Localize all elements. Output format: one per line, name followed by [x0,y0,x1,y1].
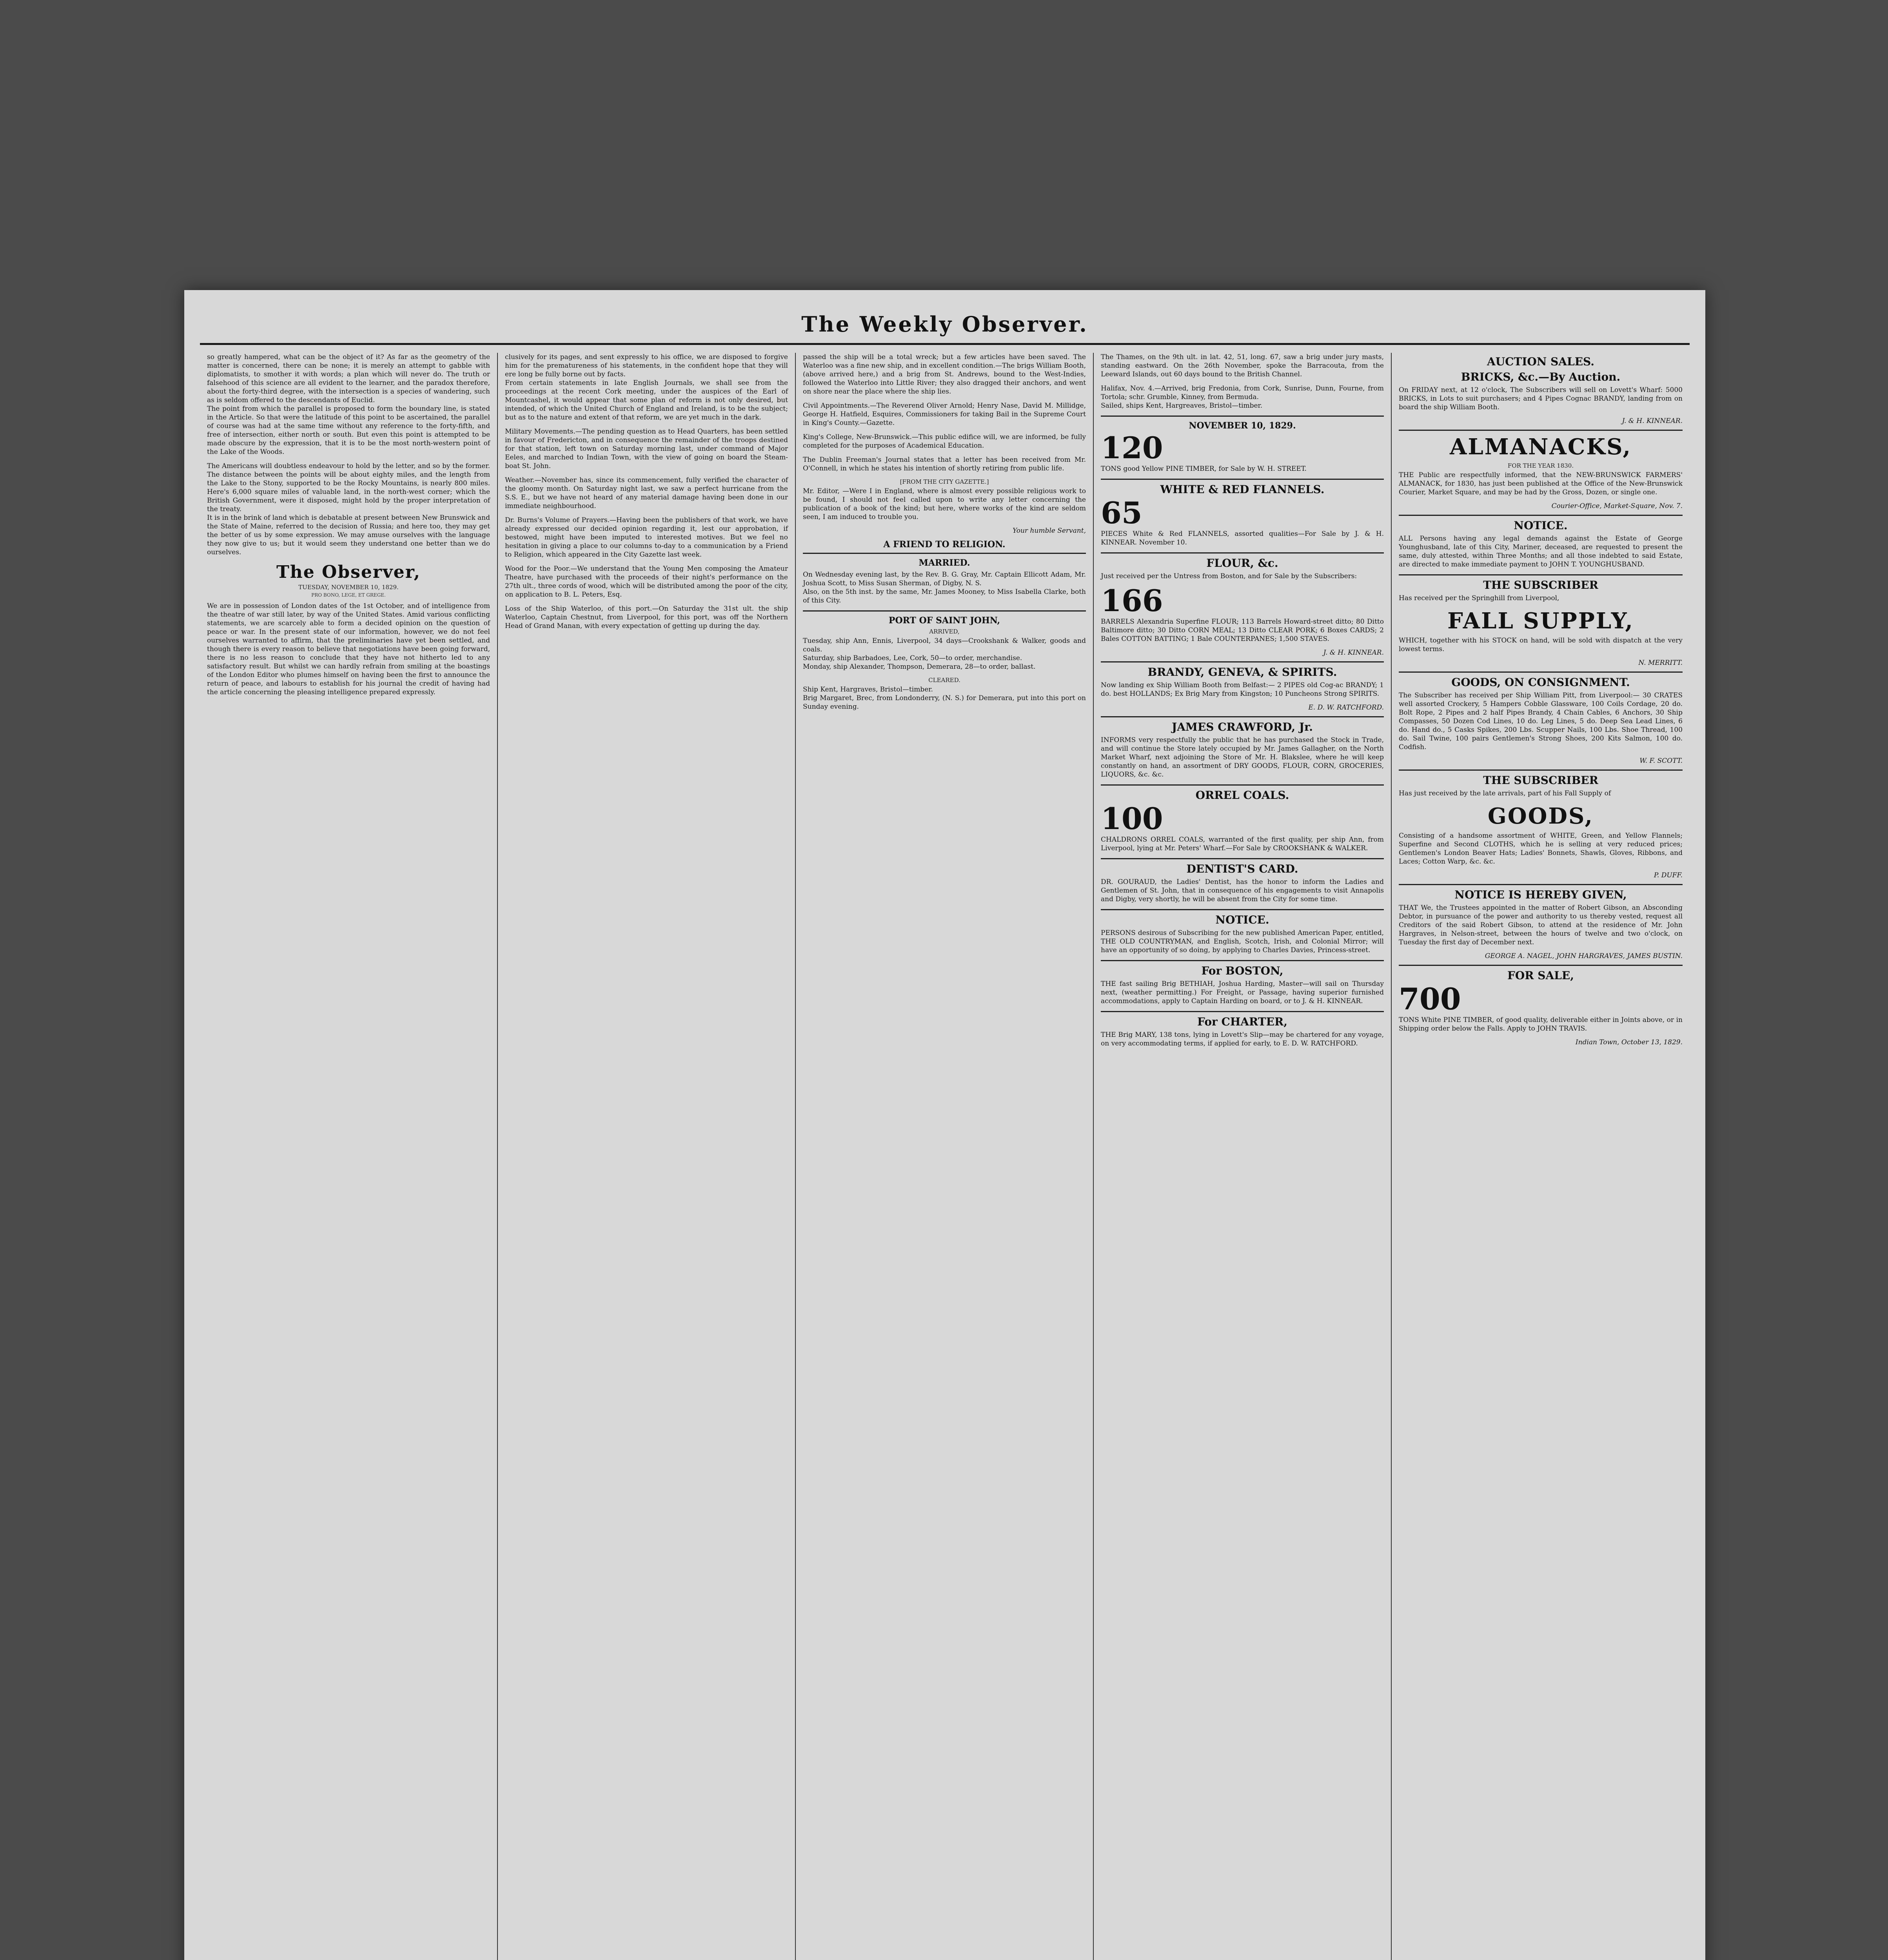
ad-title: NOTICE. [1514,519,1568,532]
source-note: [FROM THE CITY GAZETTE.] [900,478,989,485]
date-heading: NOVEMBER 10, 1829. [1189,421,1296,431]
divider [1399,965,1683,966]
ad-title: NOTICE. [1215,913,1269,926]
divider [803,553,1086,554]
ad-title: THE SUBSCRIBER [1483,579,1598,592]
ad-signature: J. & H. KINNEAR. [1622,417,1683,425]
ad-text: CHALDRONS ORREL COALS, warranted of the first quality, per ship Ann, from Liverpool, lying at Mr. Peters' Wharf.—For Sale by CROOKSHANK & WALKER. [1101,836,1386,852]
married-heading: MARRIED. [919,558,970,568]
ad-headline: GOODS, [1488,803,1594,829]
divider [1101,479,1384,480]
ad-number: 166 [1101,583,1163,618]
divider [1101,416,1384,417]
port-cleared: Ship Kent, Hargraves, Bristol—timber. Brig Margaret, Brec, from Londonderry, (N. S.) for Demerara, put into this port on Sunday evening. [803,686,1086,711]
article-text: passed the ship will be a total wreck; but a few articles have been saved. The Waterloo was a fine new ship, and in excellent condition.—The brigs William Booth, (above arrived here,) and a brig from St. Andrews, bound to the West-Indies, followed the Waterloo into Little River; they also dragged their anchors, and went on shore near the place where the ship lies. [803,353,1088,396]
ad-text: The Subscriber has received per Ship William Pitt, from Liverpool:— 30 CRATES well assorted Crockery, 5 Hampers Cobble Glassware, 100 Coils Cordage, 20 do. Bolt Rope, 2 Pipes and 2 half Pipes Brandy, 4 Chain Cables, 6 Anchors, 30 Ship Compasses, 50 Dozen Cod Lines, 10 do. Leg Lines, 5 do. Deep Sea Lead Lines, 6 do. Hand do., 5 Casks Spikes, 200 Lbs. Scupper Nails, 100 Lbs. Shoe Thread, 100 do. Sail Twine, 100 pairs Gentlemen's Strong Shoes, 200 Kits Salmon, 100 do. Codfish. [1399,691,1685,751]
column-1 [200,353,498,1960]
divider [1399,671,1683,673]
ad-title: JAMES CRAWFORD, Jr. [1171,720,1313,733]
ad-signature: Indian Town, October 13, 1829. [1575,1038,1683,1046]
ad-text: THE Public are respectfully informed, that the NEW-BRUNSWICK FARMERS' ALMANACK, for 1830, has just been published at the Office of the New-Brunswick Courier, Market Square, and may be had by the Gross, Dozen, or single one. [1399,471,1685,496]
divider [1399,515,1683,516]
article-text: Military Movements.—The pending question as to Head Quarters, has been settled in favour of Fredericton, and in consequence the remainder of the troops destined for that station, left town on Saturday morning last, under command of Major Eeles, and marched to Indian Town, with the view of going on board the Steam-boat St. John. [505,428,790,470]
ad-number: 100 [1101,801,1163,836]
port-heading: PORT OF SAINT JOHN, [888,615,1000,626]
divider [1101,858,1384,859]
article-text: We are in possession of London dates of the 1st October, and of intelligence from the theatre of war still later, by way of the United States. Amid various conflicting statements, we are scarcely able to form a decided opinion on the question of peace or war. In the present state of our information, however, we do not feel ourselves warranted to affirm, that the preliminaries have yet been settled, and though there is every reason to believe that negotiations have been going forward, there is no less reason to conclude that they have not hitherto led to any satisfactory result. But whilst we can hardly refrain from smiling at the boastings of the London Editor who plumes himself on having been the first to announce the return of peace, and labours to establish for his journal the credit of having had the article concerning the pleasing intelligence prepared expressly. [207,602,492,696]
column-4 [1094,353,1392,1960]
ad-signature: P. DUFF. [1654,871,1683,879]
ad-text: INFORMS very respectfully the public that he has purchased the Stock in Trade, and will continue the Store lately occupied by Mr. James Gallagher, on the North Market Wharf, next adjoining the Store of Mr. H. Blakslee, where he will keep constantly on hand, an assortment of DRY GOODS, FLOUR, CORN, GROCERIES, LIQUORS, &c. &c. [1101,736,1386,779]
divider [1101,661,1384,662]
cleared-heading: CLEARED. [928,677,960,684]
divider [1101,960,1384,961]
ad-title: BRANDY, GENEVA, & SPIRITS. [1147,666,1337,679]
ad-text: WHICH, together with his STOCK on hand, will be sold with dispatch at the very lowest terms. [1399,637,1685,653]
arrived-heading: ARRIVED, [929,628,960,635]
article-text: Weather.—November has, since its commencement, fully verified the character of the gloomy month. On Saturday night last, we saw a perfect hurricane from the S.S. E., but we have not heard of any material damage having been done in our immediate neighbourhood. [505,476,790,510]
masthead-rule [200,343,1690,345]
ad-number: 65 [1101,495,1142,530]
divider [1399,574,1683,575]
ad-title: FOR SALE, [1507,969,1574,982]
ad-title: GOODS, ON CONSIGNMENT. [1451,676,1630,689]
ad-signature: J. & H. KINNEAR. [1323,649,1384,657]
divider [1101,1011,1384,1012]
letter-signature: A FRIEND TO RELIGION. [883,539,1006,550]
ad-subtitle: Has just received by the late arrivals, part of his Fall Supply of [1399,789,1611,797]
divider [1399,884,1683,885]
ad-text: TONS good Yellow PINE TIMBER, for Sale by W. H. STREET. [1101,465,1307,473]
ad-text: ALL Persons having any legal demands against the Estate of George Younghusband, late of this City, Mariner, deceased, are requested to present the same, duly attested, within Three Months; and all those indebted to said Estate, are directed to make immediate payment to JOHN T. YOUNGHUSBAND. [1399,535,1685,568]
columns [200,353,1690,1960]
divider [803,610,1086,612]
divider [1101,716,1384,717]
ad-title: THE SUBSCRIBER [1483,774,1598,787]
article-text: Dr. Burns's Volume of Prayers.—Having been the publishers of that work, we have already expressed our decided opinion regarding it, lest our approbation, if bestowed, might have been imputed to interested motives. But we feel no hesitation in giving a place to our columns to-day to a communication by a Friend to Religion, which appeared in the City Gazette last week. [505,516,790,559]
letter-closing: Your humble Servant, [1012,527,1086,535]
divider [1399,769,1683,771]
ad-text: TONS White PINE TIMBER, of good quality, deliverable either in Joints above, or in Shipping order below the Falls. Apply to JOHN TRAVIS. [1399,1016,1685,1033]
observer-motto: PRO BONO, LEGE, ET GREGE. [311,592,386,598]
article-text: clusively for its pages, and sent expressly to his office, we are disposed to forgive him for the prematureness of his statements, in the confident hope that they will ere long be fully borne out by facts. From certain statements in late English Journals, we shall see from the proceedings at the recent Cork meeting, under the auspices of the Earl of Mountcashel, it would appear that some plan of reform is not only desired, but intended, of which the United Church of England and Ireland, is to be the subject; but as to the nature and extent of that reform, we are yet much in the dark. [505,353,788,421]
column-2 [498,353,796,1960]
ad-signature: GEORGE A. NAGEL, JOHN HARGRAVES, JAMES BUSTIN. [1485,952,1683,960]
ad-headline: FALL SUPPLY, [1447,608,1634,634]
ad-text: PERSONS desirous of Subscribing for the new published American Paper, entitled, THE OLD COUNTRYMAN, and English, Scotch, Irish, and Colonial Mirror; will have an opportunity of so doing, by applying to Charles Davies, Princess-street. [1101,929,1386,954]
ad-signature: N. MERRITT. [1638,659,1683,667]
divider [1101,909,1384,910]
ad-subtitle: FOR THE YEAR 1830. [1507,462,1574,469]
ad-title: ALMANACKS, [1449,434,1632,460]
ad-title: FLOUR, &c. [1206,557,1278,570]
observer-date: TUESDAY, NOVEMBER 10, 1829. [298,584,399,591]
article-text: Loss of the Ship Waterloo, of this port.—On Saturday the 31st ult. the ship Waterloo, Captain Chestnut, from Liverpool, for this port, was off the Northern Head of Grand Manan, with every expectation of getting up during the day. [505,605,790,630]
ad-subtitle: Has received per the Springhill from Liverpool, [1399,594,1559,602]
letter-text: Mr. Editor, —Were I in England, where is almost every possible religious work to be found, I should not feel called upon to write any letter concerning the publication of a book of the kind; but here, where works of the kind are seldom seen, I am induced to trouble you. [803,487,1088,521]
ad-title: For CHARTER, [1197,1015,1287,1028]
article-text: Civil Appointments.—The Reverend Oliver Arnold; Henry Nase, David M. Millidge, George H. Hatfield, Esquires, Commissioners for taking Bail in the Supreme Court in King's County.—Gazette. [803,402,1088,427]
ad-title: For BOSTON, [1201,964,1283,977]
ad-text: On FRIDAY next, at 12 o'clock, The Subscribers will sell on Lovett's Wharf: 5000 BRICKS, in Lots to suit purchasers; and 4 Pipes Cognac BRANDY, landing from on board the ship William Booth. [1399,386,1685,411]
column-5 [1392,353,1690,1960]
ad-text: DR. GOURAUD, the Ladies' Dentist, has the honor to inform the Ladies and Gentlemen of St. John, that in consequence of his engagements to visit Annapolis and Digby, very shortly, he will be absent from the City for some time. [1101,878,1386,903]
ad-subtitle: BRICKS, &c.—By Auction. [1461,370,1621,383]
ad-signature: Courier-Office, Market-Square, Nov. 7. [1551,502,1683,510]
masthead: The Weekly Observer. [801,312,1088,337]
divider [1101,552,1384,554]
article-text: Wood for the Poor.—We understand that the Young Men composing the Amateur Theatre, have purchased with the proceeds of their night's performance on the 27th ult., three cords of wood, which will be distributed among the poor of the city, on application to B. L. Peters, Esq. [505,565,790,599]
ad-title: WHITE & RED FLANNELS. [1160,483,1325,496]
ad-text: BARRELS Alexandria Superfine FLOUR; 113 Barrels Howard-street ditto; 80 Ditto Baltimore ditto; 30 Ditto CORN MEAL; 13 Ditto CLEAR PORK; 6 Boxes CARDS; 2 Bales COTTON BATTING; 1 Bale COUNTERPANES; 1,500 STAVES. [1101,618,1386,643]
ad-number: 700 [1399,982,1461,1016]
ad-number: 120 [1101,430,1163,465]
article-text: so greatly hampered, what can be the object of it? As far as the geometry of the matter is concerned, there can be none; it is merely an attempt to gabble with diplomatists, to smother it with words; a plan which will never do. The truth or falsehood of this science are all evident to the learner, and the paradox therefore, about the forty-third degree, with the intersection is a species of wandering, such as is seldom offered to the descendants of Euclid. The point from which the parallel is proposed to form the boundary line, is stated in the Article. So that were the latitude of this point to be ascertained, the parallel of course was had at the same time without any reference to the forty-fifth, and free of intersection, either north or south. But even this point is attempted to be made obscure by the expression, that it is to be the most north-western point of the Lake of the Woods. [207,353,490,456]
article-text: Halifax, Nov. 4.—Arrived, brig Fredonia, from Cork, Sunrise, Dunn, Fourne, from Tortola; schr. Grumble, Kinney, from Bermuda. Sailed, ships Kent, Hargreaves, Bristol—timber. [1101,385,1384,410]
ad-signature: E. D. W. RATCHFORD. [1308,704,1384,711]
married-notices: On Wednesday evening last, by the Rev. B. G. Gray, Mr. Captain Ellicott Adam, Mr. Joshua Scott, to Miss Susan Sherman, of Digby, N. S. Also, on the 5th inst. by the same, Mr. James Mooney, to Miss Isabella Clarke, both of this City. [803,571,1086,604]
article-text: King's College, New-Brunswick.—This public edifice will, we are informed, be fully completed for the purposes of Academical Education. [803,433,1088,450]
article-text: The Dublin Freeman's Journal states that a letter has been received from Mr. O'Connell, in which he states his intention of shortly retiring from public life. [803,456,1088,472]
divider [1101,784,1384,786]
observer-heading: The Observer, [276,562,421,582]
ad-text: PIECES White & Red FLANNELS, assorted qualities—For Sale by J. & H. KINNEAR. November 10. [1101,530,1386,546]
article-text: The Americans will doubtless endeavour to hold by the letter, and so by the former. The distance between the points will be about eighty miles, and the length from the Lake to the Stony, supported to be the Rocky Mountains, is nearly 800 miles. Here's 6,000 square miles of valuable land, in the north-west corner; which the British Government, were it disposed, might hold by the proper interpretation of the treaty. It is in the brink of land which is debatable at present between New Brunswick and the State of Maine, referred to the decision of Russia; and here too, they may get the better of us by some expression. We may amuse ourselves with the language they now give to us; but it would seem they understand one better than we do ourselves. [207,462,490,556]
ad-subtitle: Just received per the Untress from Boston, and for Sale by the Subscribers: [1101,572,1357,580]
divider [1399,430,1683,431]
newspaper-page [184,290,1705,1960]
ad-text: THE fast sailing Brig BETHIAH, Joshua Harding, Master—will sail on Thursday next, (weather permitting.) For Freight, or Passage, having superior furnished accommodations, apply to Captain Harding on board, or to J. & H. KINNEAR. [1101,980,1386,1005]
ad-signature: W. F. SCOTT. [1639,757,1683,765]
column-3 [796,353,1094,1960]
ad-title: ORREL COALS. [1195,789,1289,802]
ad-title: DENTIST'S CARD. [1186,862,1298,875]
ad-title: AUCTION SALES. [1487,355,1595,368]
ad-text: Consisting of a handsome assortment of WHITE, Green, and Yellow Flannels; Superfine and Second CLOTHS, which he is selling at very reduced prices; Gentlemen's London Beaver Hats; Ladies' Bonnets, Shawls, Gloves, Ribbons, and Laces; Cotton Warp, &c. &c. [1399,832,1685,866]
port-arrivals: Tuesday, ship Ann, Ennis, Liverpool, 34 days—Crookshank & Walker, goods and coals. Saturday, ship Barbadoes, Lee, Cork, 50—to order, merchandise. Monday, ship Alexander, Thompson, Demerara, 28—to order, ballast. [803,637,1086,671]
ad-title: NOTICE IS HEREBY GIVEN, [1454,888,1627,901]
ad-text: THAT We, the Trustees appointed in the matter of Robert Gibson, an Absconding Debtor, in pursuance of the power and authority to us thereby vested, request all Creditors of the said Robert Gibson, to attend at the residence of Mr. John Hargraves, in Nelson-street, between the hours of twelve and two o'clock, on Tuesday the first day of December next. [1399,904,1685,946]
article-text: The Thames, on the 9th ult. in lat. 42, 51, long. 67, saw a brig under jury masts, standing eastward. On the 26th November, spoke the Barracouta, from the Leeward Islands, out 60 days bound to the British Channel. [1101,353,1386,378]
ad-text: Now landing ex Ship William Booth from Belfast:— 2 PIPES old Cog-ac BRANDY; 1 do. best HOLLANDS; Ex Brig Mary from Kingston; 10 Puncheons Strong SPIRITS. [1101,681,1386,698]
ad-text: THE Brig MARY, 138 tons, lying in Lovett's Slip—may be chartered for any voyage, on very accommodating terms, if applied for early, to E. D. W. RATCHFORD. [1101,1031,1386,1047]
